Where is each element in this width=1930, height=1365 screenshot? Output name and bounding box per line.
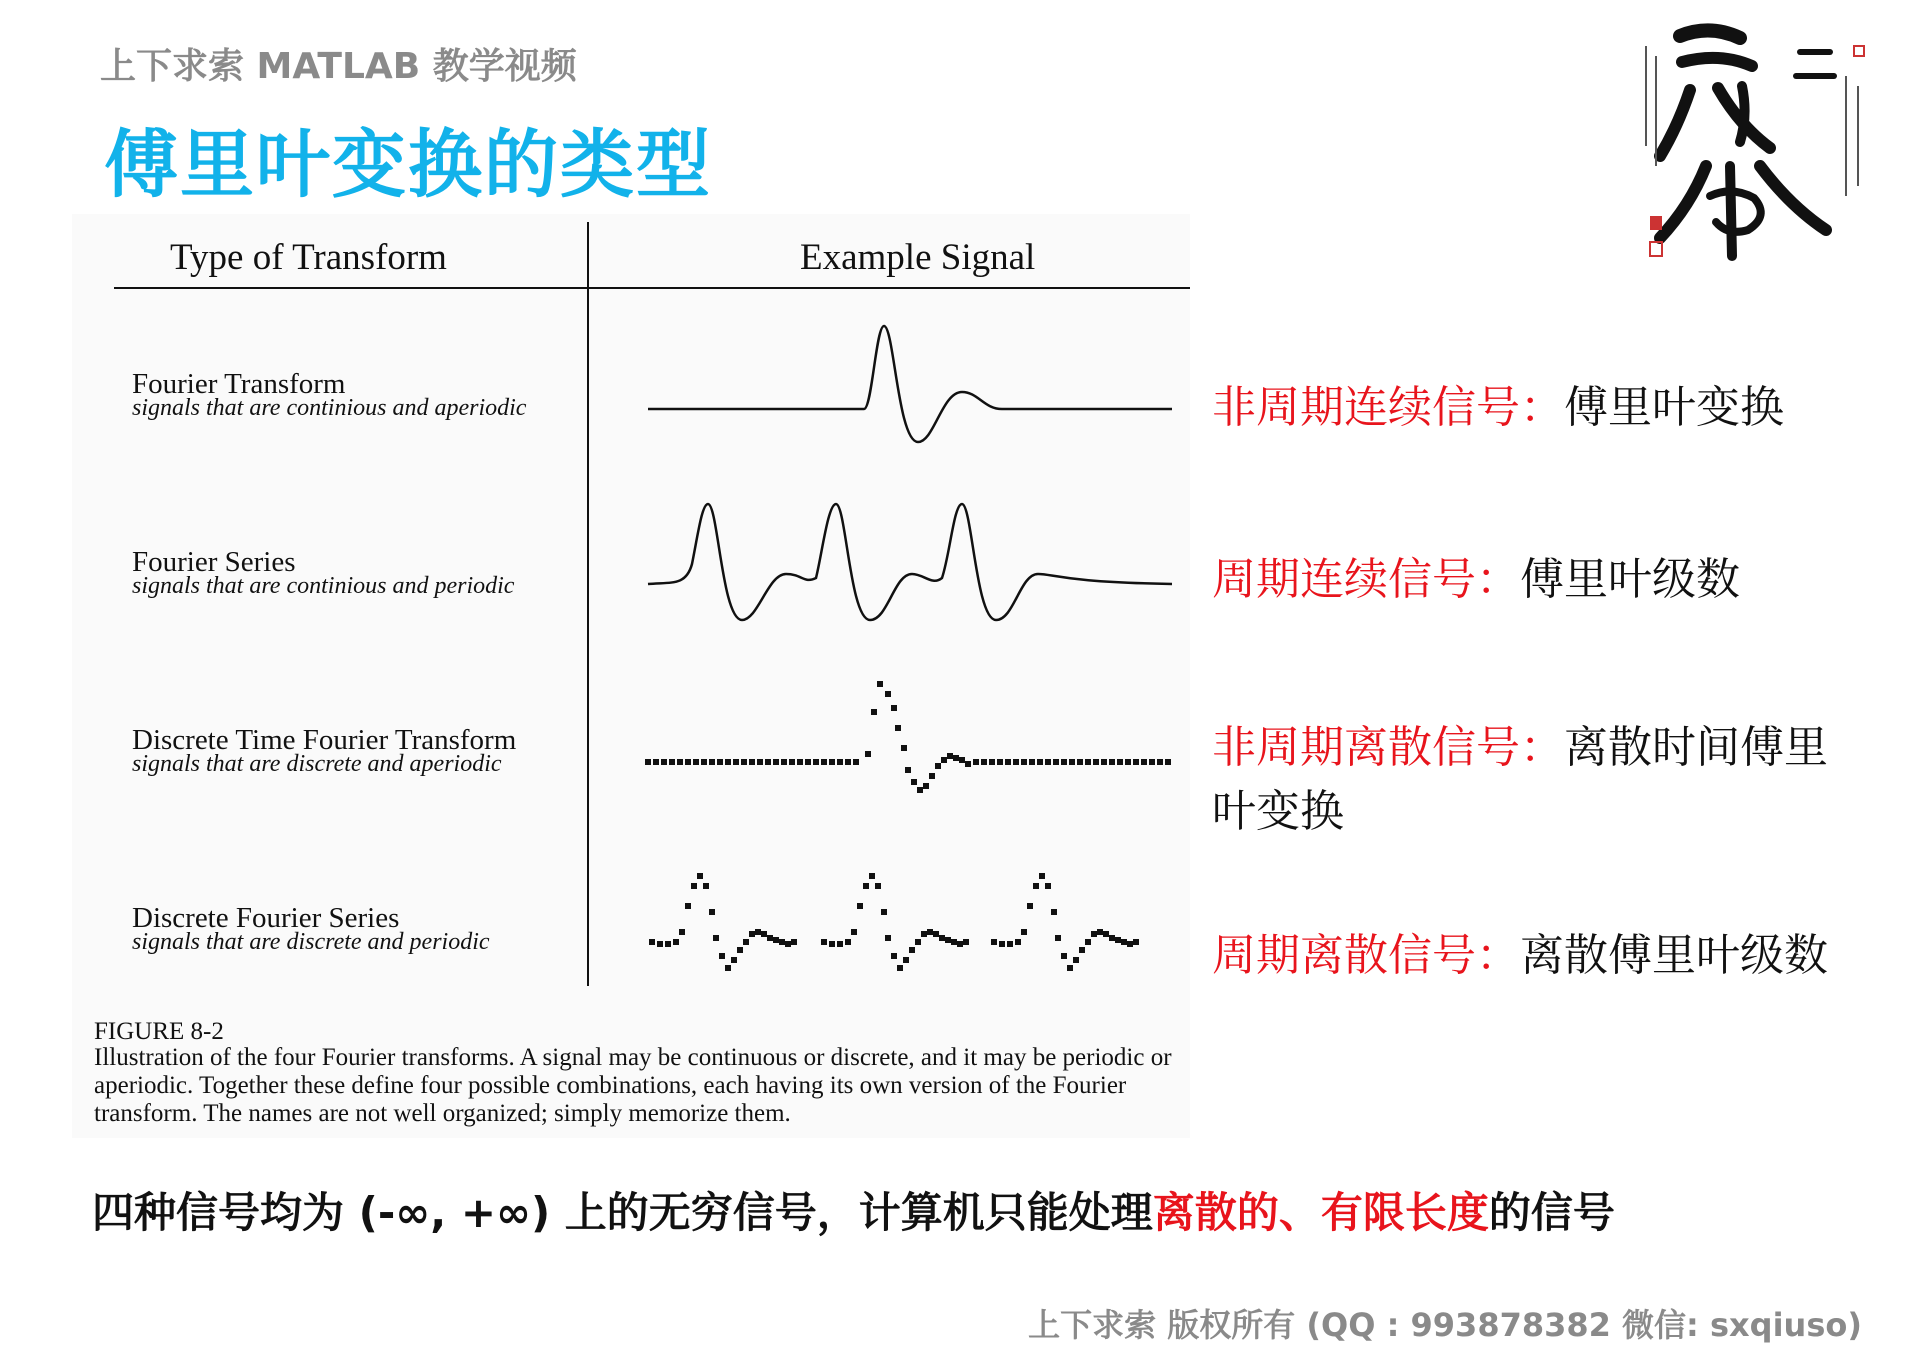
signal-sample-dot bbox=[773, 937, 779, 943]
signal-sample-dot bbox=[933, 931, 939, 937]
signal-sample-dot bbox=[1045, 759, 1051, 765]
row-desc-fourier-transform: signals that are continious and aperiodic bbox=[132, 395, 527, 421]
summary-prefix: 四种信号均为 (-∞, +∞) 上的无穷信号，计算机只能处理 bbox=[92, 1188, 1153, 1237]
signal-sample-dot bbox=[973, 759, 979, 765]
signal-sample-dot bbox=[1005, 759, 1011, 765]
signal-sample-dot bbox=[897, 965, 903, 971]
signal-sample-dot bbox=[857, 903, 863, 909]
signal-sample-dot bbox=[981, 759, 987, 765]
signal-sample-dot bbox=[1077, 759, 1083, 765]
signal-sample-dot bbox=[773, 759, 779, 765]
row-desc-fourier-series: signals that are continious and periodic bbox=[132, 573, 515, 599]
signal-sample-dot bbox=[891, 705, 897, 711]
signal-sample-dot bbox=[1051, 909, 1057, 915]
signal-sample-dot bbox=[915, 939, 921, 945]
signal-sample-dot bbox=[929, 773, 935, 779]
signal-sample-dot bbox=[1165, 759, 1171, 765]
summary-text bbox=[92, 1180, 1615, 1240]
signal-sample-dot bbox=[1101, 759, 1107, 765]
signal-sample-dot bbox=[877, 681, 883, 687]
note-label: 非周期连续信号： bbox=[1212, 382, 1564, 433]
signal-sample-dot bbox=[1033, 883, 1039, 889]
signal-sample-dot bbox=[1141, 759, 1147, 765]
figure-caption-title: FIGURE 8-2 bbox=[94, 1018, 224, 1045]
signal-sample-dot bbox=[901, 745, 907, 751]
signal-sample-dot bbox=[797, 759, 803, 765]
signal-sample-dot bbox=[767, 935, 773, 941]
signal-sample-dot bbox=[781, 759, 787, 765]
signal-sample-dot bbox=[1021, 929, 1027, 935]
signal-sample-dot bbox=[1133, 759, 1139, 765]
note-fourier-transform bbox=[1212, 376, 1852, 440]
row-name-dfs: Discrete Fourier Series bbox=[132, 902, 400, 934]
column-header-type: Type of Transform bbox=[170, 237, 447, 278]
signal-sample-dot bbox=[845, 939, 851, 945]
seal-calligraphy-icon bbox=[1620, 16, 1878, 274]
signal-sample-dot bbox=[749, 931, 755, 937]
signal-sample-dot bbox=[761, 931, 767, 937]
signal-sample-dot bbox=[1069, 759, 1075, 765]
column-header-signal: Example Signal bbox=[800, 237, 1036, 278]
note-value: 傅里叶变换 bbox=[1564, 382, 1784, 433]
signal-sample-dot bbox=[917, 787, 923, 793]
signal-sample-dot bbox=[821, 759, 827, 765]
signal-sample-dot bbox=[957, 941, 963, 947]
signal-sample-dot bbox=[851, 929, 857, 935]
signal-sample-dot bbox=[935, 763, 941, 769]
signal-sample-dot bbox=[997, 759, 1003, 765]
signal-sample-dot bbox=[951, 939, 957, 945]
signal-sample-dot bbox=[749, 759, 755, 765]
signal-sample-dot bbox=[959, 757, 965, 763]
signal-sample-dot bbox=[921, 931, 927, 937]
signal-sample-dot bbox=[733, 759, 739, 765]
signal-sample-dot bbox=[685, 903, 691, 909]
summary-suffix: 的信号 bbox=[1488, 1188, 1615, 1237]
note-value: 傅里叶级数 bbox=[1520, 554, 1740, 605]
signal-sample-dot bbox=[697, 873, 703, 879]
signal-sample-dot bbox=[989, 759, 995, 765]
signal-sample-dot bbox=[1125, 759, 1131, 765]
figure-caption: Illustration of the four Fourier transforms. A signal may be continuous or discrete, and it may be periodic or aperiodic. Together these define four possible combinations, each having its own version of the Fourier transform. The names are not well organized; simply memorize them. bbox=[94, 1044, 1172, 1127]
fourier-figure bbox=[72, 214, 1190, 1138]
signal-sample-dot bbox=[1079, 947, 1085, 953]
summary-separator: 、 bbox=[1278, 1188, 1321, 1237]
signal-sample-dot bbox=[1029, 759, 1035, 765]
note-value: 离散时间傅里叶变换 bbox=[1212, 722, 1828, 837]
example-signals-plot bbox=[72, 214, 1190, 1138]
signal-sample-dot bbox=[953, 755, 959, 761]
signal-fourier-series bbox=[648, 504, 1172, 620]
signal-sample-dot bbox=[891, 953, 897, 959]
signal-sample-dot bbox=[1133, 939, 1139, 945]
signal-sample-dot bbox=[789, 759, 795, 765]
signal-sample-dot bbox=[779, 939, 785, 945]
signal-sample-dot bbox=[837, 759, 843, 765]
signal-sample-dot bbox=[909, 947, 915, 953]
signal-sample-dot bbox=[821, 939, 827, 945]
signal-sample-dot bbox=[653, 759, 659, 765]
row-desc-dfs: signals that are discrete and periodic bbox=[132, 929, 490, 955]
signal-sample-dot bbox=[1061, 759, 1067, 765]
signal-sample-dot bbox=[1103, 931, 1109, 937]
signal-sample-dot bbox=[649, 939, 655, 945]
signal-sample-dot bbox=[869, 873, 875, 879]
signal-sample-dot bbox=[1039, 873, 1045, 879]
signal-sample-dot bbox=[755, 929, 761, 935]
signal-sample-dot bbox=[927, 929, 933, 935]
signal-sample-dot bbox=[661, 759, 667, 765]
signal-sample-dot bbox=[709, 909, 715, 915]
signal-sample-dot bbox=[885, 935, 891, 941]
signal-sample-dot bbox=[881, 909, 887, 915]
note-fourier-series bbox=[1212, 548, 1852, 612]
signal-sample-dot bbox=[1097, 929, 1103, 935]
signal-sample-dot bbox=[1149, 759, 1155, 765]
signal-dtft bbox=[645, 681, 1171, 793]
signal-sample-dot bbox=[785, 941, 791, 947]
signal-sample-dot bbox=[837, 941, 843, 947]
signal-sample-dot bbox=[1121, 939, 1127, 945]
signal-sample-dot bbox=[741, 759, 747, 765]
signal-sample-dot bbox=[1013, 759, 1019, 765]
note-label: 周期连续信号： bbox=[1212, 554, 1520, 605]
signal-sample-dot bbox=[923, 783, 929, 789]
signal-sample-dot bbox=[1045, 883, 1051, 889]
channel-name: 上下求索 MATLAB 教学视频 bbox=[100, 46, 577, 87]
signal-sample-dot bbox=[885, 691, 891, 697]
signal-sample-dot bbox=[865, 751, 871, 757]
signal-sample-dot bbox=[829, 759, 835, 765]
row-name-dtft: Discrete Time Fourier Transform bbox=[132, 724, 517, 756]
note-dtft bbox=[1212, 716, 1852, 844]
signal-fourier-transform bbox=[648, 326, 1172, 442]
signal-sample-dot bbox=[863, 883, 869, 889]
signal-sample-dot bbox=[1073, 957, 1079, 963]
signal-sample-dot bbox=[871, 709, 877, 715]
signal-sample-dot bbox=[791, 939, 797, 945]
signal-sample-dot bbox=[703, 883, 709, 889]
signal-sample-dot bbox=[1091, 931, 1097, 937]
signal-sample-dot bbox=[1157, 759, 1163, 765]
signal-sample-dot bbox=[657, 941, 663, 947]
row-desc-dtft: signals that are discrete and aperiodic bbox=[132, 751, 502, 777]
signal-sample-dot bbox=[743, 939, 749, 945]
signal-sample-dot bbox=[845, 759, 851, 765]
signal-sample-dot bbox=[731, 957, 737, 963]
copyright-footer: 上下求索 版权所有 (QQ : 993878382 微信: sxqiuso) bbox=[1028, 1306, 1862, 1344]
signal-sample-dot bbox=[1115, 937, 1121, 943]
signal-sample-dot bbox=[757, 759, 763, 765]
signal-sample-dot bbox=[991, 939, 997, 945]
row-name-fourier-transform: Fourier Transform bbox=[132, 368, 346, 400]
signal-sample-dot bbox=[945, 937, 951, 943]
signal-sample-dot bbox=[813, 759, 819, 765]
signal-sample-dot bbox=[665, 941, 671, 947]
signal-sample-dot bbox=[853, 759, 859, 765]
signal-sample-dot bbox=[1085, 939, 1091, 945]
signal-sample-dot bbox=[709, 759, 715, 765]
signal-sample-dot bbox=[673, 939, 679, 945]
signal-sample-dot bbox=[719, 953, 725, 959]
signal-sample-dot bbox=[1109, 935, 1115, 941]
signal-sample-dot bbox=[1127, 941, 1133, 947]
signal-sample-dot bbox=[717, 759, 723, 765]
signal-sample-dot bbox=[1109, 759, 1115, 765]
signal-sample-dot bbox=[1015, 939, 1021, 945]
signal-sample-dot bbox=[701, 759, 707, 765]
signal-sample-dot bbox=[685, 759, 691, 765]
note-label: 周期离散信号： bbox=[1212, 930, 1520, 981]
summary-highlight-discrete: 离散的 bbox=[1152, 1188, 1279, 1237]
signal-sample-dot bbox=[645, 759, 651, 765]
signal-sample-dot bbox=[965, 761, 971, 767]
signal-sample-dot bbox=[679, 929, 685, 935]
signal-sample-dot bbox=[1117, 759, 1123, 765]
signal-sample-dot bbox=[725, 759, 731, 765]
signal-sample-dot bbox=[725, 965, 731, 971]
signal-sample-dot bbox=[1007, 941, 1013, 947]
note-dfs bbox=[1212, 924, 1852, 988]
summary-highlight-finite: 有限长度 bbox=[1320, 1188, 1489, 1237]
signal-sample-dot bbox=[911, 779, 917, 785]
signal-sample-dot bbox=[737, 947, 743, 953]
signal-sample-dot bbox=[947, 753, 953, 759]
signal-sample-dot bbox=[875, 883, 881, 889]
signal-sample-dot bbox=[765, 759, 771, 765]
signal-sample-dot bbox=[905, 767, 911, 773]
signal-sample-dot bbox=[941, 757, 947, 763]
signal-sample-dot bbox=[895, 725, 901, 731]
signal-sample-dot bbox=[669, 759, 675, 765]
signal-sample-dot bbox=[999, 941, 1005, 947]
signal-sample-dot bbox=[963, 939, 969, 945]
signal-sample-dot bbox=[1055, 935, 1061, 941]
signal-sample-dot bbox=[1093, 759, 1099, 765]
signal-sample-dot bbox=[693, 759, 699, 765]
row-name-fourier-series: Fourier Series bbox=[132, 546, 296, 578]
signal-sample-dot bbox=[903, 957, 909, 963]
signal-sample-dot bbox=[1061, 953, 1067, 959]
signal-sample-dot bbox=[805, 759, 811, 765]
signal-sample-dot bbox=[829, 941, 835, 947]
note-label: 非周期离散信号： bbox=[1212, 722, 1564, 773]
signal-sample-dot bbox=[1053, 759, 1059, 765]
signal-sample-dot bbox=[1085, 759, 1091, 765]
signal-sample-dot bbox=[713, 935, 719, 941]
signal-sample-dot bbox=[677, 759, 683, 765]
signal-sample-dot bbox=[1037, 759, 1043, 765]
signal-sample-dot bbox=[691, 883, 697, 889]
signal-sample-dot bbox=[1067, 965, 1073, 971]
signal-dfs bbox=[649, 873, 1139, 971]
signal-sample-dot bbox=[1021, 759, 1027, 765]
signal-sample-dot bbox=[939, 935, 945, 941]
note-value: 离散傅里叶级数 bbox=[1520, 930, 1828, 981]
slide-title: 傅里叶变换的类型 bbox=[104, 122, 712, 208]
signal-sample-dot bbox=[1027, 903, 1033, 909]
